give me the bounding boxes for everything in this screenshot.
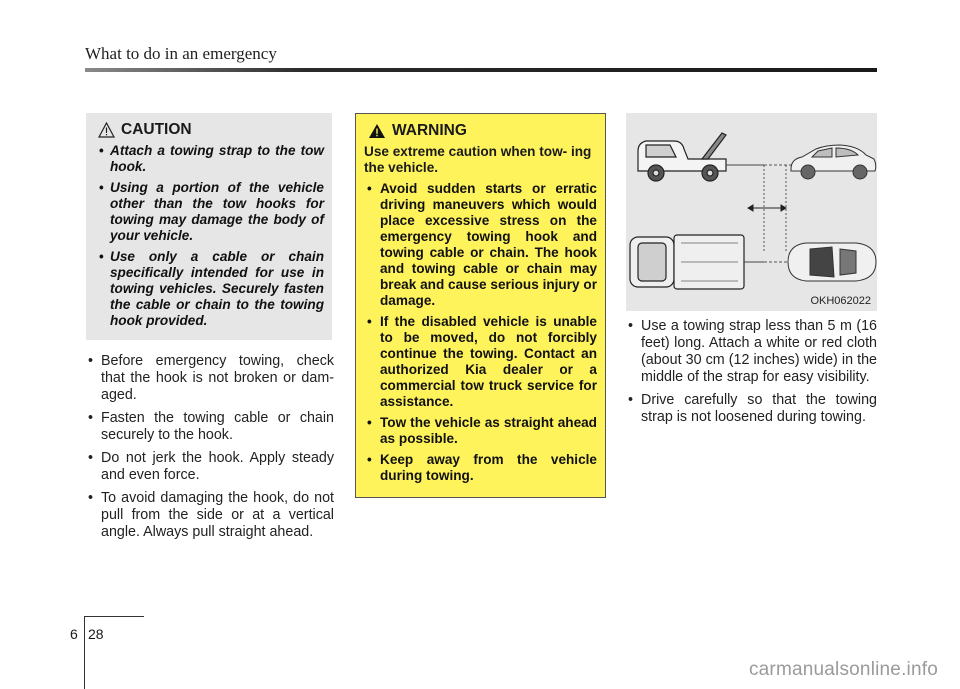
figure-code: OKH062022 xyxy=(810,295,871,307)
left-bullet-list xyxy=(86,353,334,541)
right-bullet-item: • Use a towing strap less than 5 m (16 feet) long. Attach a white or red cloth (about 30 cm (12 inches) wide) in the middle of the strap for easy visibility. xyxy=(626,318,877,386)
towing-illustration xyxy=(626,113,877,311)
left-bullet-item: • Fasten the towing cable or chain securely to the hook. xyxy=(86,410,334,444)
warning-item: • Keep away from the vehicle during towing. xyxy=(364,452,597,484)
header-rule xyxy=(85,68,877,72)
right-bullet-item: • Drive carefully so that the towing strap is not loosened during towing. xyxy=(626,392,877,426)
chapter-number: 6 xyxy=(70,626,78,642)
tow-truck-side-icon xyxy=(638,133,764,181)
footer-rule-vertical xyxy=(84,616,85,689)
warning-title-row xyxy=(364,122,597,140)
car-side-icon xyxy=(791,145,876,179)
length-arrow-icon xyxy=(748,205,786,211)
caution-title-row xyxy=(94,121,324,139)
warning-item: • Tow the vehicle as straight ahead as possible. xyxy=(364,415,597,447)
warning-item: • If the disabled vehicle is unable to be moved, do not forcibly continue the towing. Contact an authorized Kia dealer or a commercial tow truck service for assistance. xyxy=(364,314,597,410)
page-header-title: What to do in an emergency xyxy=(85,44,277,63)
left-bullet-item: • Do not jerk the hook. Apply steady and even force. xyxy=(86,450,334,484)
page-number: 28 xyxy=(88,626,104,642)
footer-rule-horizontal xyxy=(84,616,144,617)
caution-list xyxy=(94,143,324,329)
warning-intro: Use extreme caution when tow- ing the vehicle. xyxy=(364,144,592,175)
warning-item: • Avoid sudden starts or erratic driving maneuvers which would place excessive stress on the emergency towing hook and towing cable or chain. The hook and towing cable or chain may break and cause serious injury or damage. xyxy=(364,181,597,309)
warning-box xyxy=(355,113,606,498)
warning-triangle-icon xyxy=(368,123,386,139)
right-bullet-list xyxy=(626,318,877,426)
caution-item: • Use only a cable or chain specifically intended for use in towing vehicles. Securely fasten the cable or chain to the towing hook provided. xyxy=(94,249,324,329)
caution-item: • Using a portion of the vehicle other than the tow hooks for towing may damage the body of your vehicle. xyxy=(94,180,324,244)
left-bullet-item: • Before emergency towing, check that the hook is not broken or dam- aged. xyxy=(86,353,334,404)
caution-box xyxy=(86,113,332,340)
caution-item: • Attach a towing strap to the tow hook. xyxy=(94,143,324,175)
car-top-icon xyxy=(788,243,876,281)
caution-triangle-icon xyxy=(98,122,115,138)
caution-title: CAUTION xyxy=(121,121,192,138)
left-bullet-item: • To avoid damaging the hook, do not pull from the side or at a vertical angle. Always pull straight ahead. xyxy=(86,490,334,541)
warning-list xyxy=(364,181,597,484)
tow-truck-top-icon xyxy=(630,235,764,289)
towing-diagram xyxy=(626,113,877,311)
right-column-text xyxy=(626,318,877,432)
watermark: carmanualsonline.info xyxy=(748,659,938,680)
warning-title: WARNING xyxy=(392,122,467,139)
left-column-text xyxy=(86,353,334,547)
